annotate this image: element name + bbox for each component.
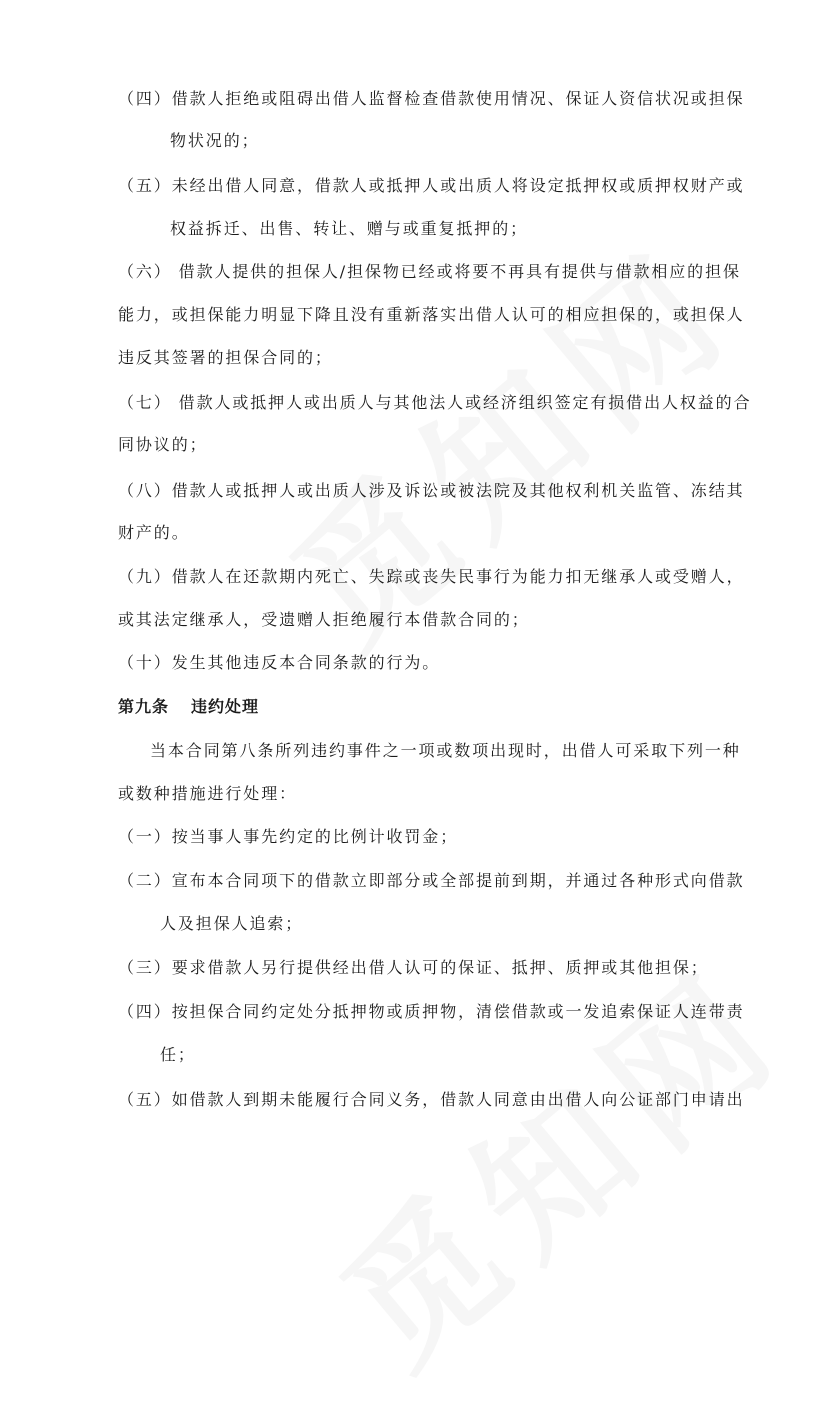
section-heading [118,696,259,718]
text-line: 或数种措施进行处理： [118,784,298,803]
text-line: 财产的。 [118,523,190,542]
text-line: 同协议的； [118,435,208,454]
text-line: 任； [160,1045,196,1064]
text-line: （九）借款人在还款期内死亡、失踪或丧失民事行为能力扣无继承人或受赠人， [118,567,745,586]
text-line: （十）发生其他违反本合同条款的行为。 [118,653,441,672]
text-line: （四）按担保合同约定处分抵押物或质押物，清偿借款或一发追索保证人连带责 [118,1002,745,1021]
text-line: （四）借款人拒绝或阻碍出借人监督检查借款使用情况、保证人资信状况或担保 [118,89,745,108]
text-line: （三）要求借款人另行提供经出借人认可的保证、抵押、质押或其他担保； [118,958,709,977]
text-line: （五）如借款人到期未能履行合同义务，借款人同意由出借人向公证部门申请出 [118,1090,745,1109]
text-line: 违反其签署的担保合同的； [118,348,333,367]
text-line: 当本合同第八条所列违约事件之一项或数项出现时，出借人可采取下列一种 [150,741,741,760]
text-line: （七） 借款人或抵押人或出质人与其他法人或经济组织签定有损借出人权益的合 [118,393,752,412]
watermark [290,911,820,1404]
text-line: （八）借款人或抵押人或出质人涉及诉讼或被法院及其他权利机关监管、冻结其 [118,481,745,500]
text-line: （五）未经出借人同意，借款人或抵押人或出质人将设定抵押权或质押权财产或 [118,176,745,195]
text-line: 能力，或担保能力明显下降且没有重新落实出借人认可的相应担保的，或担保人 [118,305,745,324]
text-line: 人及担保人追索； [160,914,304,933]
text-line: （二）宣布本合同项下的借款立即部分或全部提前到期，并通过各种形式向借款 [118,871,745,890]
section-title: 违约处理 [191,697,260,716]
section-number: 第九条 [118,697,170,716]
text-line: （六） 借款人提供的担保人/担保物已经或将要不再具有提供与借款相应的担保 [118,262,741,281]
text-line: 或其法定继承人，受遗赠人拒绝履行本借款合同的； [118,610,530,629]
text-line: 物状况的； [170,131,260,150]
text-line: 权益拆迁、出售、转让、赠与或重复抵押的； [170,219,529,238]
text-line: （一）按当事人事先约定的比例计收罚金； [118,827,459,846]
